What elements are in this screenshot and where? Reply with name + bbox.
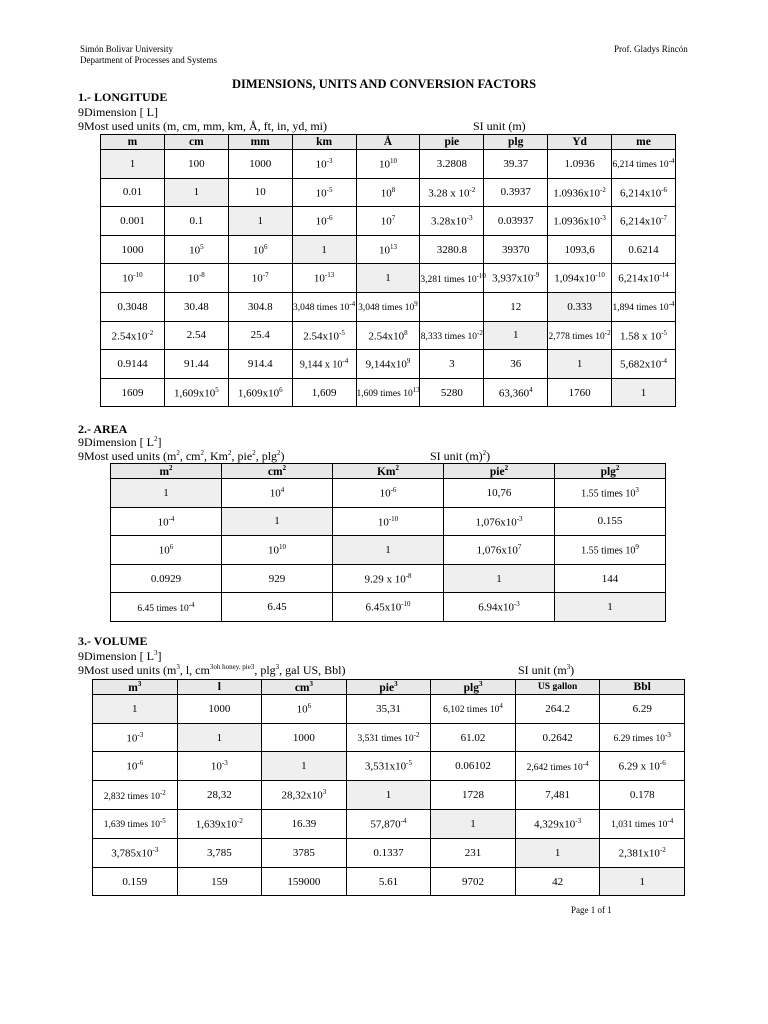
table-row xyxy=(101,178,676,207)
table-cell: $9,144x10^9$ xyxy=(356,350,420,379)
table-cell: $1.0936x10^{-2}$ xyxy=(548,178,612,207)
table-cell: 35,31 xyxy=(346,694,431,723)
table-row xyxy=(101,150,676,179)
table-cell: 0.3048 xyxy=(101,292,165,321)
length-conversion-table xyxy=(100,134,676,407)
table-cell: 6.45 times $10^{-4}$ xyxy=(111,593,222,622)
section-heading: 3.- VOLUME xyxy=(78,634,148,648)
table-row xyxy=(93,752,685,781)
table-cell: 1.55 times $10^3$ xyxy=(555,479,666,508)
table-cell: 42 xyxy=(515,867,600,896)
table-cell: $10^{-7}$ xyxy=(228,264,292,293)
table-row xyxy=(93,723,685,752)
table-cell: 30.48 xyxy=(164,292,228,321)
table-cell: $10^8$ xyxy=(356,178,420,207)
table-cell: 100 xyxy=(164,150,228,179)
table-cell: 1.55 times $10^9$ xyxy=(555,536,666,565)
table-cell: $10^{-3}$ xyxy=(292,150,356,179)
table-cell: 6.29 times $10^{-3}$ xyxy=(600,723,685,752)
table-cell: 1,031 times $10^{-4}$ xyxy=(600,810,685,839)
department-name: Department of Processes and Systems xyxy=(80,55,217,65)
table-cell: $10^5$ xyxy=(164,235,228,264)
table-header-row xyxy=(111,464,666,479)
table-cell: 2,778 times $10^{-2}$ xyxy=(548,321,612,350)
table-cell: $10^{-13}$ xyxy=(292,264,356,293)
table-cell: 39370 xyxy=(484,235,548,264)
table-cell: $4,329x10^{-3}$ xyxy=(515,810,600,839)
table-cell: 1 xyxy=(228,207,292,236)
table-row xyxy=(111,507,666,536)
table-cell: 1.0936 xyxy=(548,150,612,179)
table-row xyxy=(101,350,676,379)
table-cell: 0.9144 xyxy=(101,350,165,379)
column-header: mm xyxy=(228,135,292,150)
table-cell: 1 xyxy=(177,723,262,752)
column-header: m xyxy=(101,135,165,150)
table-cell: 1 xyxy=(93,694,178,723)
table-cell: 1000 xyxy=(262,723,347,752)
table-cell: 61.02 xyxy=(431,723,516,752)
area-conversion-table xyxy=(110,463,666,622)
table-header-row xyxy=(101,135,676,150)
table-cell: 8,333 times $10^{-2}$ xyxy=(420,321,484,350)
table-cell: 1093,6 xyxy=(548,235,612,264)
column-header: pie$^2$ xyxy=(444,464,555,479)
table-cell: 1 xyxy=(484,321,548,350)
table-cell: 0.001 xyxy=(101,207,165,236)
table-row xyxy=(111,593,666,622)
column-header: Å xyxy=(356,135,420,150)
table-cell: $10^{-4}$ xyxy=(111,507,222,536)
table-row xyxy=(101,207,676,236)
table-cell: 5280 xyxy=(420,378,484,407)
table-cell: $10^{-6}$ xyxy=(93,752,178,781)
table-cell: 304.8 xyxy=(228,292,292,321)
column-header: Km$^2$ xyxy=(333,464,444,479)
table-cell: 3.2808 xyxy=(420,150,484,179)
table-cell: $10^{10}$ xyxy=(222,536,333,565)
table-cell: $6.94x10^{-3}$ xyxy=(444,593,555,622)
table-cell: $10^{-6}$ xyxy=(333,479,444,508)
units-line: 9Most used units ($m^2$, $cm^2$, Km$^2$, pie$^2$, plg$^2$) xyxy=(78,449,285,463)
si-unit-label: SI unit $(m)^2$) xyxy=(430,449,491,463)
column-header: l xyxy=(177,680,262,695)
table-cell: $10^4$ xyxy=(222,479,333,508)
table-cell: $3,531x10^{-5}$ xyxy=(346,752,431,781)
table-row xyxy=(93,781,685,810)
table-row xyxy=(93,694,685,723)
table-header-row xyxy=(93,680,685,695)
column-header: plg xyxy=(484,135,548,150)
units-line-end: $^3$, plg$^3$, gal US, Bbl) xyxy=(250,663,346,677)
table-cell: 159 xyxy=(177,867,262,896)
table-cell: $1,609x10^6$ xyxy=(228,378,292,407)
table-cell: $1,076x10^{-3}$ xyxy=(444,507,555,536)
table-cell: $2.54x10^{-2}$ xyxy=(101,321,165,350)
table-cell: 914.4 xyxy=(228,350,292,379)
table-cell: 28,32 xyxy=(177,781,262,810)
table-cell: $1,609x10^5$ xyxy=(164,378,228,407)
table-cell: 2,832 times $10^{-2}$ xyxy=(93,781,178,810)
table-cell: 10 xyxy=(228,178,292,207)
table-row xyxy=(111,564,666,593)
table-cell: 6.29 xyxy=(600,694,685,723)
table-cell: 1 xyxy=(548,350,612,379)
table-cell: $10^{-10}$ xyxy=(101,264,165,293)
table-cell: 39.37 xyxy=(484,150,548,179)
document-title: DIMENSIONS, UNITS AND CONVERSION FACTORS xyxy=(231,77,537,91)
table-cell: 36 xyxy=(484,350,548,379)
table-cell: $10^6$ xyxy=(262,694,347,723)
table-cell: 3280.8 xyxy=(420,235,484,264)
table-cell: 929 xyxy=(222,564,333,593)
table-cell: 1 xyxy=(555,593,666,622)
dimension-line: 9Dimension [ L] xyxy=(78,105,158,119)
table-cell: 1 xyxy=(164,178,228,207)
table-cell: 1,609 times $10^{13}$ xyxy=(356,378,420,407)
table-cell: $6,214x10^{-7}$ xyxy=(612,207,676,236)
si-unit-label: SI unit $(m^3)$ xyxy=(518,663,575,677)
table-cell: 2,642 times $10^{-4}$ xyxy=(515,752,600,781)
table-cell: 1.58 x $10^{-5}$ xyxy=(612,321,676,350)
table-cell: 9,144 x $10^{-4}$ xyxy=(292,350,356,379)
table-cell: 0.6214 xyxy=(612,235,676,264)
table-cell: $10^{10}$ xyxy=(356,150,420,179)
table-row xyxy=(93,838,685,867)
table-row xyxy=(101,235,676,264)
table-cell: $28,32x10^3$ xyxy=(262,781,347,810)
table-cell: 144 xyxy=(555,564,666,593)
table-cell: 0.1 xyxy=(164,207,228,236)
section-heading: 1.- LONGITUDE xyxy=(78,90,168,104)
table-cell: 9.29 x $10^{-8}$ xyxy=(333,564,444,593)
table-cell: 1 xyxy=(346,781,431,810)
table-cell: 1 xyxy=(292,235,356,264)
column-header: $m^2$ xyxy=(111,464,222,479)
table-cell: 63,360$^4$ xyxy=(484,378,548,407)
table-cell: 0.03937 xyxy=(484,207,548,236)
table-cell: 12 xyxy=(484,292,548,321)
table-row xyxy=(101,292,676,321)
table-cell: 3,281 times $10^{-10}$ xyxy=(420,264,484,293)
table-row xyxy=(101,264,676,293)
dimension-line: 9Dimension [ $L^2$] xyxy=(78,435,162,449)
page-footer: Page 1 of 1 xyxy=(571,905,612,915)
table-cell: 1 xyxy=(356,264,420,293)
table-cell: 3,048 times $10^{-4}$ xyxy=(292,292,356,321)
table-cell: 1000 xyxy=(177,694,262,723)
table-cell: 0.0929 xyxy=(111,564,222,593)
table-cell: 0.155 xyxy=(555,507,666,536)
table-cell: 0.1337 xyxy=(346,838,431,867)
table-cell: $1,076x10^7$ xyxy=(444,536,555,565)
table-cell: 1 xyxy=(612,378,676,407)
table-cell: $10^{-8}$ xyxy=(164,264,228,293)
table-row xyxy=(111,479,666,508)
table-cell: 1000 xyxy=(101,235,165,264)
table-cell: 231 xyxy=(431,838,516,867)
table-cell: 3,531 times $10^{-2}$ xyxy=(346,723,431,752)
table-cell: $10^7$ xyxy=(356,207,420,236)
table-cell: 1 xyxy=(101,150,165,179)
table-cell: 0.2642 xyxy=(515,723,600,752)
table-row xyxy=(93,867,685,896)
table-cell: $2.54x10^8$ xyxy=(356,321,420,350)
table-cell xyxy=(420,292,484,321)
units-line-small: oh honey. pie xyxy=(213,663,251,671)
table-cell: $10^{-5}$ xyxy=(292,178,356,207)
table-cell: 3 xyxy=(420,350,484,379)
university-name: Simón Bolivar University xyxy=(80,44,173,54)
table-cell: 1 xyxy=(431,810,516,839)
table-cell: 1 xyxy=(600,867,685,896)
table-cell: 1728 xyxy=(431,781,516,810)
column-header: plg$^2$ xyxy=(555,464,666,479)
table-cell: 1 xyxy=(444,564,555,593)
table-row xyxy=(101,321,676,350)
table-cell: 0.01 xyxy=(101,178,165,207)
table-cell: $1.0936x10^{-3}$ xyxy=(548,207,612,236)
table-cell: 1,609 xyxy=(292,378,356,407)
table-cell: 0.06102 xyxy=(431,752,516,781)
professor-name: Prof. Gladys Rincón xyxy=(614,44,688,54)
table-cell: 1760 xyxy=(548,378,612,407)
table-cell: 1 xyxy=(515,838,600,867)
column-header: cm xyxy=(164,135,228,150)
table-cell: $1,639x10^{-2}$ xyxy=(177,810,262,839)
table-cell: 264.2 xyxy=(515,694,600,723)
column-header: Yd xyxy=(548,135,612,150)
table-cell: $1,094x10^{-10}$ xyxy=(548,264,612,293)
table-cell: 3785 xyxy=(262,838,347,867)
table-cell: $3,785x10^{-3}$ xyxy=(93,838,178,867)
table-cell: 1,639 times $10^{-5}$ xyxy=(93,810,178,839)
column-header: me xyxy=(612,135,676,150)
dimension-line: 9Dimension [ $L^3$] xyxy=(78,649,162,663)
table-cell: 25.4 xyxy=(228,321,292,350)
column-header: $cm^2$ xyxy=(222,464,333,479)
table-cell: 1 xyxy=(222,507,333,536)
units-line-start: 9Most used units ($m^3$, l, $cm^3$ xyxy=(78,663,214,677)
table-cell: 0.178 xyxy=(600,781,685,810)
table-cell: 2.54 xyxy=(164,321,228,350)
table-cell: $57,870^{-4}$ xyxy=(346,810,431,839)
column-header: $cm^3$ xyxy=(262,680,347,695)
table-cell: $6,214x10^{-6}$ xyxy=(612,178,676,207)
table-cell: $6,214x10^{-14}$ xyxy=(612,264,676,293)
table-cell: $10^{-6}$ xyxy=(292,207,356,236)
table-cell: $2,381x10^{-2}$ xyxy=(600,838,685,867)
column-header: US gallon xyxy=(515,680,600,695)
table-cell: 9702 xyxy=(431,867,516,896)
table-cell: 16.39 xyxy=(262,810,347,839)
column-header: pie$^3$ xyxy=(346,680,431,695)
table-row xyxy=(101,378,676,407)
column-header: $m^3$ xyxy=(93,680,178,695)
table-cell: 0.333 xyxy=(548,292,612,321)
table-cell: $10^{-3}$ xyxy=(177,752,262,781)
table-cell: 159000 xyxy=(262,867,347,896)
table-cell: 6,214 times $10^{-4}$ xyxy=(612,150,676,179)
table-cell: $10^{-3}$ xyxy=(93,723,178,752)
units-line: 9Most used units (m, cm, mm, km, Å, ft, in, yd, mi) xyxy=(78,119,327,133)
table-cell: 3.28 x $10^{-2}$ xyxy=(420,178,484,207)
table-row xyxy=(111,536,666,565)
table-cell: $2.54x10^{-5}$ xyxy=(292,321,356,350)
table-cell: $3,937x10^{-9}$ xyxy=(484,264,548,293)
volume-conversion-table xyxy=(92,679,685,896)
table-cell: $10^6$ xyxy=(111,536,222,565)
table-cell: 1 xyxy=(262,752,347,781)
table-cell: 5.61 xyxy=(346,867,431,896)
table-cell: 7,481 xyxy=(515,781,600,810)
table-cell: 3,048 times $10^9$ xyxy=(356,292,420,321)
section-heading: 2.- AREA xyxy=(78,422,128,436)
column-header: pie xyxy=(420,135,484,150)
table-cell: 3,785 xyxy=(177,838,262,867)
table-cell: 10,76 xyxy=(444,479,555,508)
table-cell: 0.3937 xyxy=(484,178,548,207)
table-cell: $6.45x10^{-10}$ xyxy=(333,593,444,622)
table-cell: 6.45 xyxy=(222,593,333,622)
table-cell: $10^{-10}$ xyxy=(333,507,444,536)
si-unit-label: SI unit (m) xyxy=(473,119,526,133)
table-cell: 0.159 xyxy=(93,867,178,896)
table-cell: 6,102 times $10^4$ xyxy=(431,694,516,723)
column-header: plg$^3$ xyxy=(431,680,516,695)
table-cell: 1,894 times $10^{-4}$ xyxy=(612,292,676,321)
column-header: km xyxy=(292,135,356,150)
table-row xyxy=(93,810,685,839)
table-cell: $3.28x10^{-3}$ xyxy=(420,207,484,236)
table-cell: $5,682x10^{-4}$ xyxy=(612,350,676,379)
table-cell: 1609 xyxy=(101,378,165,407)
table-cell: 1000 xyxy=(228,150,292,179)
table-cell: 1 xyxy=(333,536,444,565)
table-cell: $10^{13}$ xyxy=(356,235,420,264)
table-cell: $10^6$ xyxy=(228,235,292,264)
units-line xyxy=(78,663,346,678)
table-cell: 6.29 x $10^{-6}$ xyxy=(600,752,685,781)
table-cell: 91.44 xyxy=(164,350,228,379)
column-header: Bbl xyxy=(600,680,685,695)
table-cell: 1 xyxy=(111,479,222,508)
